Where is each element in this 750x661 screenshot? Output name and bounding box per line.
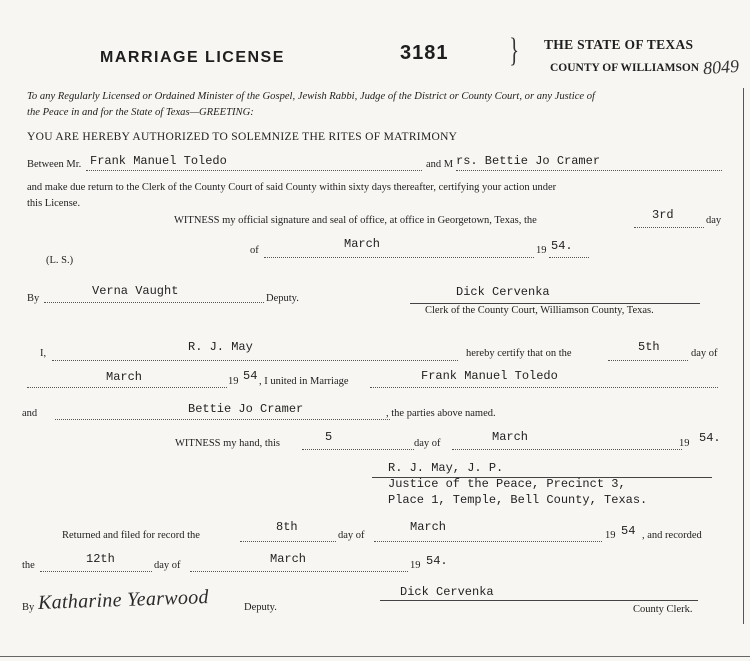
witness-month-line — [452, 449, 682, 450]
greeting-line-1: To any Regularly Licensed or Ordained Minister of the Gospel, Jewish Rabbi, Judge of the District or County Court, or any Justice of — [27, 91, 595, 102]
cert-groom-line — [370, 387, 718, 388]
by-label: By — [27, 293, 40, 304]
witness-day-of-label: day of — [414, 438, 441, 449]
footer-deputy-label: Deputy. — [244, 602, 277, 613]
issue-month-line — [264, 257, 534, 258]
handwritten-number: 8049 — [702, 55, 740, 79]
marriage-month: March — [106, 370, 143, 384]
parties-text: , the parties above named. — [386, 408, 496, 419]
cert-bride-name: Bettie Jo Cramer — [188, 402, 304, 416]
recorded-the-label: the — [22, 560, 35, 571]
recorded-month-line — [190, 571, 408, 572]
bottom-border — [0, 656, 750, 657]
deputy-line — [44, 302, 264, 303]
return-line-1: and make due return to the Clerk of the County Court of said County within sixty days thereafter, certifying your action under — [27, 182, 557, 193]
deputy-name: Verna Vaught — [92, 284, 179, 298]
recorded-month: March — [270, 552, 307, 566]
marriage-day-label: day of — [691, 348, 718, 359]
clerk-name: Dick Cervenka — [456, 285, 550, 299]
officiant-name: R. J. May — [188, 340, 253, 354]
issue-year: 54. — [551, 239, 573, 253]
officiant-title-1: Justice of the Peace, Precinct 3, — [388, 477, 626, 491]
bride-line — [456, 170, 722, 171]
issue-month: March — [344, 237, 381, 251]
clerk-signature-line — [410, 303, 700, 304]
clerk-title: Clerk of the County Court, Williamson County, Texas. — [425, 305, 654, 316]
certify-text: hereby certify that on the — [466, 348, 572, 359]
officiant-signature: R. J. May, J. P. — [388, 461, 504, 475]
filed-day-of-label: day of — [338, 530, 365, 541]
recorded-text: , and recorded — [642, 530, 702, 541]
seal-label: (L. S.) — [46, 255, 74, 266]
and-mrs-label: and M — [426, 159, 454, 170]
officiant-title-2: Place 1, Temple, Bell County, Texas. — [388, 493, 648, 507]
greeting-line-2: the Peace in and for the State of Texas—GREETING: — [27, 107, 254, 118]
filed-day: 8th — [276, 520, 298, 534]
witness-month: March — [492, 430, 529, 444]
recorded-year-prefix: 19 — [410, 560, 421, 571]
county-clerk-name: Dick Cervenka — [400, 585, 494, 599]
issue-year-prefix: 19 — [536, 245, 547, 256]
state-name: THE STATE OF TEXAS — [544, 37, 694, 52]
marriage-year: 54 — [243, 369, 258, 383]
footer-by-label: By — [22, 602, 35, 613]
deputy-label: Deputy. — [266, 293, 299, 304]
clerk-deputy-signature: Katharine Yearwood — [37, 586, 210, 614]
filed-month-line — [374, 541, 602, 542]
county-clerk-title: County Clerk. — [633, 604, 693, 615]
cert-and-label: and — [22, 408, 38, 419]
recorded-year: 54. — [426, 554, 448, 568]
issue-day: 3rd — [652, 208, 674, 222]
issue-day-line — [634, 227, 704, 228]
witness-hand-text: WITNESS my hand, this — [175, 438, 280, 449]
marriage-month-line — [27, 387, 227, 388]
license-number: 3181 — [400, 42, 449, 64]
filed-year: 54 — [621, 524, 636, 538]
county-name: COUNTY OF WILLIAMSON — [550, 62, 700, 74]
marriage-day-line — [608, 360, 688, 361]
witness-day: 5 — [325, 430, 333, 444]
marriage-year-prefix: 19 — [228, 376, 239, 387]
returned-text: Returned and filed for record the — [62, 530, 200, 541]
between-label: Between Mr. — [27, 159, 82, 170]
issue-of-label: of — [250, 245, 259, 256]
issue-day-label: day — [706, 215, 722, 226]
header-brace: } — [509, 32, 520, 69]
groom-name: Frank Manuel Toledo — [90, 154, 227, 168]
county-clerk-line — [380, 600, 698, 601]
witness-year: 54. — [699, 431, 721, 445]
return-line-2: this License. — [27, 198, 81, 209]
officiant-line — [52, 360, 458, 361]
bride-name: rs. Bettie Jo Cramer — [456, 154, 601, 168]
right-border — [743, 88, 744, 624]
witness-year-prefix: 19 — [679, 438, 690, 449]
cert-bride-line — [55, 419, 390, 420]
officiant-i-label: I, — [40, 348, 47, 359]
witness-day-line — [302, 449, 414, 450]
united-text: , I united in Marriage — [259, 376, 349, 387]
filed-year-prefix: 19 — [605, 530, 616, 541]
issue-year-line — [549, 257, 589, 258]
license-title: MARRIAGE LICENSE — [100, 49, 285, 66]
authorization-text: YOU ARE HEREBY AUTHORIZED TO SOLEMNIZE THE RITES OF MATRIMONY — [27, 131, 458, 143]
marriage-day: 5th — [638, 340, 660, 354]
recorded-day-of-label: day of — [154, 560, 181, 571]
recorded-day: 12th — [86, 552, 115, 566]
recorded-day-line — [40, 571, 152, 572]
witness-seal-text: WITNESS my official signature and seal of office, at office in Georgetown, Texas, the — [174, 215, 537, 226]
filed-day-line — [240, 541, 336, 542]
groom-line — [86, 170, 422, 171]
cert-groom-name: Frank Manuel Toledo — [421, 369, 558, 383]
filed-month: March — [410, 520, 447, 534]
